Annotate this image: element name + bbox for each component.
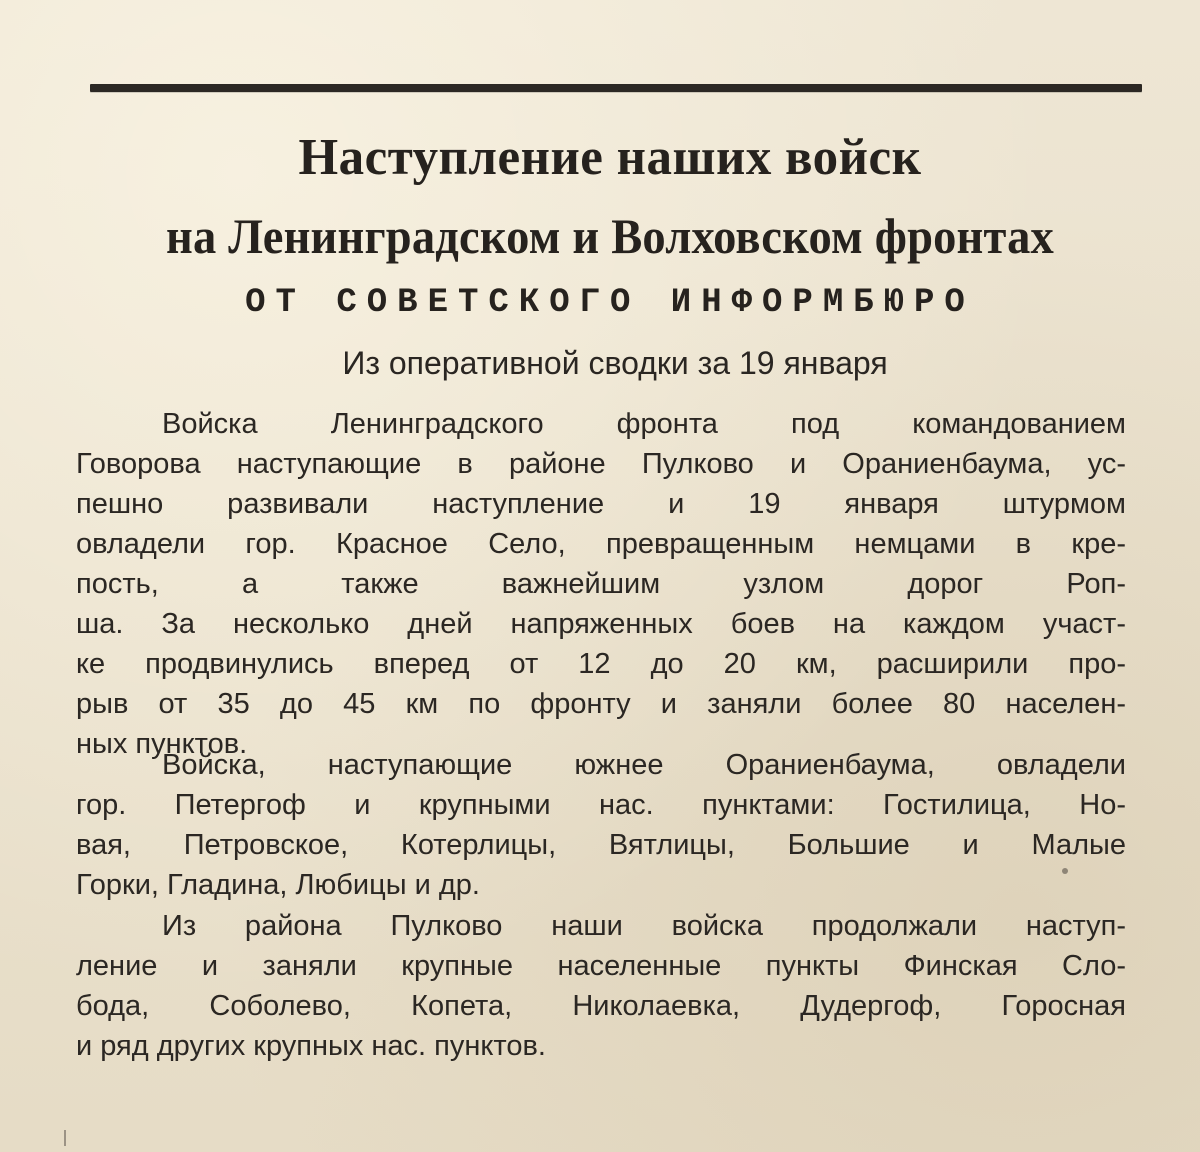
text-line: и ряд других крупных нас. пунктов. (76, 1030, 546, 1062)
text-line: гор. Петергоф и крупными нас. пунктами: Гостилица, Но- (76, 789, 1126, 821)
paragraph-2 (76, 745, 1126, 905)
text-line: Из района Пулково наши войска продолжали наступ- (162, 910, 1126, 942)
paragraph-3 (76, 906, 1126, 1066)
paragraph-1 (76, 404, 1126, 764)
ink-speck (1062, 868, 1068, 874)
headline-line-2: на Ленинградском и Волховском фронтах (165, 208, 1055, 264)
text-line: ление и заняли крупные населенные пункты Финская Сло- (76, 950, 1126, 982)
top-rule (90, 84, 1142, 92)
text-line: Говорова наступающие в районе Пулково и Ораниенбаума, ус- (76, 448, 1126, 480)
text-line: овладели гор. Красное Село, превращенным немцами в кре- (76, 528, 1126, 560)
text-line: ных пунктов. (76, 728, 248, 760)
ink-mark (64, 1130, 66, 1146)
source-line: ОТ СОВЕТСКОГО ИНФОРМБЮРО (245, 284, 975, 322)
text-line: Горки, Гладина, Любицы и др. (76, 869, 480, 901)
text-line: бода, Соболево, Копета, Николаевка, Дудергоф, Горосная (76, 990, 1126, 1022)
text-line: Войска, наступающие южнее Ораниенбаума, овладели (162, 749, 1126, 781)
text-line: рыв от 35 до 45 км по фронту и заняли более 80 населен- (76, 688, 1126, 720)
text-line: вая, Петровское, Котерлицы, Вятлицы, Большие и Малые (76, 829, 1126, 861)
dateline: Из оперативной сводки за 19 января (342, 345, 888, 381)
text-line: Войска Ленинградского фронта под командованием (162, 408, 1126, 440)
text-line: пешно развивали наступление и 19 января штурмом (76, 488, 1126, 520)
headline-line-1: Наступление наших войск (298, 129, 922, 186)
text-line: ша. За несколько дней напряженных боев на каждом участ- (76, 608, 1126, 640)
text-line: ке продвинулись вперед от 12 до 20 км, расширили про- (76, 648, 1126, 680)
text-line: пость, а также важнейшим узлом дорог Роп- (76, 568, 1126, 600)
